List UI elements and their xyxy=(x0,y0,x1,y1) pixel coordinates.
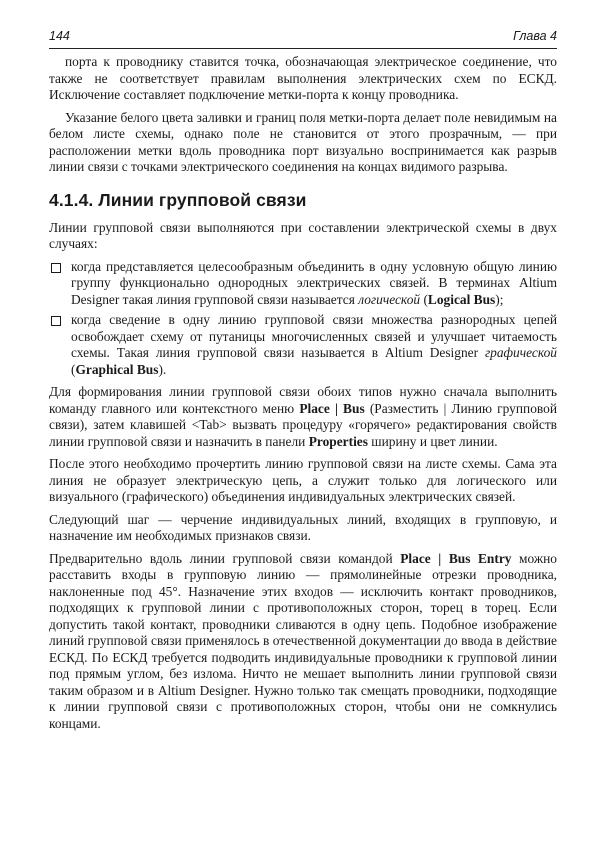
menu-command-place-bus-entry: Place | Bus Entry xyxy=(400,550,512,566)
panel-properties: Properties xyxy=(308,433,368,449)
page-header xyxy=(49,26,557,49)
bullet-item: когда представляется целесообразным объединить в одну условную общую линию группу функционально однородных электрических связей. В терминах Altium Designer такая линия групповой связи называется логической (Logical Bus); xyxy=(49,259,557,309)
bus-entry-paragraph: Предварительно вдоль линии групповой связи командой Place | Bus Entry можно расставить входы в групповую линию — прямолинейные отрезки проводника, наклоненные под 45°. Назначение этих входов — исключить контакт проводников, подходящих к групповой линии с противоположных сторон, торец в торец. Если допустить такой контакт, проводники сливаются в одну цепь. Подобное изображение линий групповой связи применялось в отечественной документации до ввода в действие ЕСКД. По ЕСКД требуется подводить индивидуальные проводники к групповой линии под прямым углом, без излома. Ничто не мешает выполнить линии групповой связи таким образом и в Altium Designer. Нужно только так смещать проводники, подходящие к линии групповой связи с противоположных сторон, чтобы они не сомкнулись концами. xyxy=(49,550,557,731)
formation-paragraph: Для формирования линии групповой связи обоих типов нужно сначала выполнить команду главного или контекстного меню Place | Bus (Разместить | Линию групповой связи), затем клавишей <Tab> вызвать процедуру «горячего» редактирования свойств линии групповой связи и назначить в панели Properties ширину и цвет линии. xyxy=(49,384,558,449)
page-number: 144 xyxy=(49,29,70,43)
section-title: 4.1.4. Линии групповой связи xyxy=(49,189,307,210)
intro-paragraph-2: Указание белого цвета заливки и границ поля метки-порта делает поле невидимым на белом листе схемы, однако поле не становится от этого прозрачным, — при расположении метки вдоль проводника порт визуально воспринимается как разрыв линии связи с точками электрического соединения на концах видимого разрыва. xyxy=(49,109,557,174)
checkbox-bullet-icon xyxy=(51,316,61,326)
chapter-label: Глава 4 xyxy=(513,29,557,43)
bullet-item: когда сведение в одну линию групповой связи множества разнородных цепей освобождает схему от путаницы многочисленных связей и улучшает читаемость схемы. Такая линия групповой связи называется в Altium Designer графической (Graphical Bus). xyxy=(49,312,557,378)
menu-command-place-bus: Place | Bus xyxy=(299,400,365,416)
after-paragraph: После этого необходимо прочертить линию групповой связи на листе схемы. Сама эта линия не образует электрическую цепь, а служит только для логического или визуального (графического) объединения индивидуальных электрических связей. xyxy=(49,456,557,504)
checkbox-bullet-icon xyxy=(51,263,61,273)
section-lead: Линии групповой связи выполняются при составлении электрической схемы в двух случаях: xyxy=(49,219,557,251)
bullet-list xyxy=(49,259,557,379)
term-graphical-bus: Graphical Bus xyxy=(75,361,159,377)
term-graphical: графической xyxy=(484,345,557,360)
intro-paragraph-1: порта к проводнику ставится точка, обозначающая электрическое соединение, что также не соответствует правилам выполнения электрических схем по ЕСКД. Исключение составляет подключение метки-порта к концу проводника. xyxy=(49,54,557,102)
page-body xyxy=(49,54,557,738)
term-logical-bus: Logical Bus xyxy=(427,291,496,307)
next-step-paragraph: Следующий шаг — черчение индивидуальных линий, входящих в групповую, и назначение им необходимых признаков связи. xyxy=(49,511,557,543)
term-logical: логической xyxy=(358,291,421,307)
